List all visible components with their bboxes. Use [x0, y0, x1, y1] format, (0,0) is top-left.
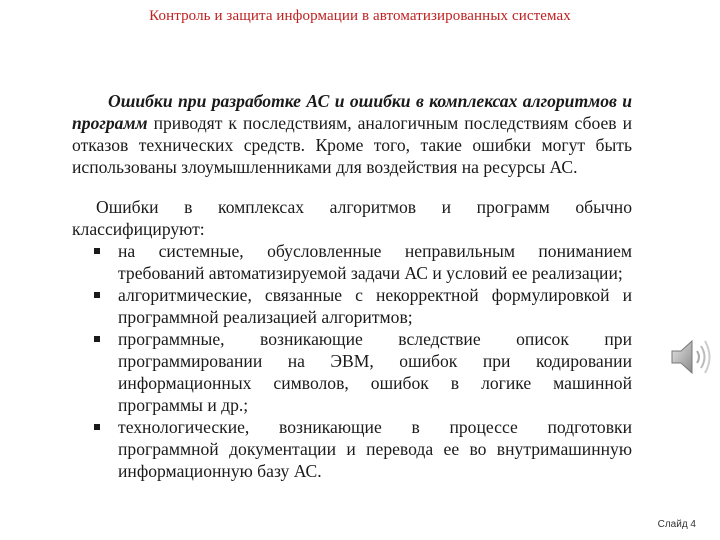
paragraph-intro — [72, 90, 632, 178]
bullet-icon — [94, 248, 100, 254]
bullet-icon — [94, 424, 100, 430]
list-item-text: технологические, возникающие в процессе подготовки программной документации и перевода ее во внутримашинную информационную базу АС. — [118, 417, 632, 481]
list-item-text: программные, возникающие вследствие описок при программировании на ЭВМ, ошибок при кодировании информационных символов, ошибок в логике машинной программы и др.; — [118, 329, 632, 415]
classification-list — [72, 240, 632, 482]
list-item-text: алгоритмические, связанные с некорректной формулировкой и программной реализацией алгоритмов; — [118, 285, 632, 327]
list-item — [72, 328, 632, 416]
paragraph-intro-text: приводят к последствиям, аналогичным последствиям сбоев и отказов технических средств. Кроме того, такие ошибки могут быть использованы злоумышленниками для воздействия на ресурсы АС. — [72, 113, 632, 177]
speaker-icon[interactable] — [668, 334, 714, 380]
slide-number: Слайд 4 — [657, 519, 696, 530]
list-item — [72, 240, 632, 284]
bullet-icon — [94, 292, 100, 298]
list-item-text: на системные, обусловленные неправильным пониманием требований автоматизируемой задачи АС и условий ее реализации; — [118, 241, 632, 283]
paragraph-intro-emphasis: Ошибки при разработке АС и ошибки в комплексах алгоритмов и программ — [72, 91, 632, 133]
slide-header: Контроль и защита информации в автоматизированных системах — [149, 8, 571, 24]
bullet-icon — [94, 336, 100, 342]
paragraph-classification: Ошибки в комплексах алгоритмов и программ обычно классифицируют: — [72, 197, 632, 239]
list-item — [72, 416, 632, 482]
list-item — [72, 284, 632, 328]
slide-content — [72, 90, 632, 482]
